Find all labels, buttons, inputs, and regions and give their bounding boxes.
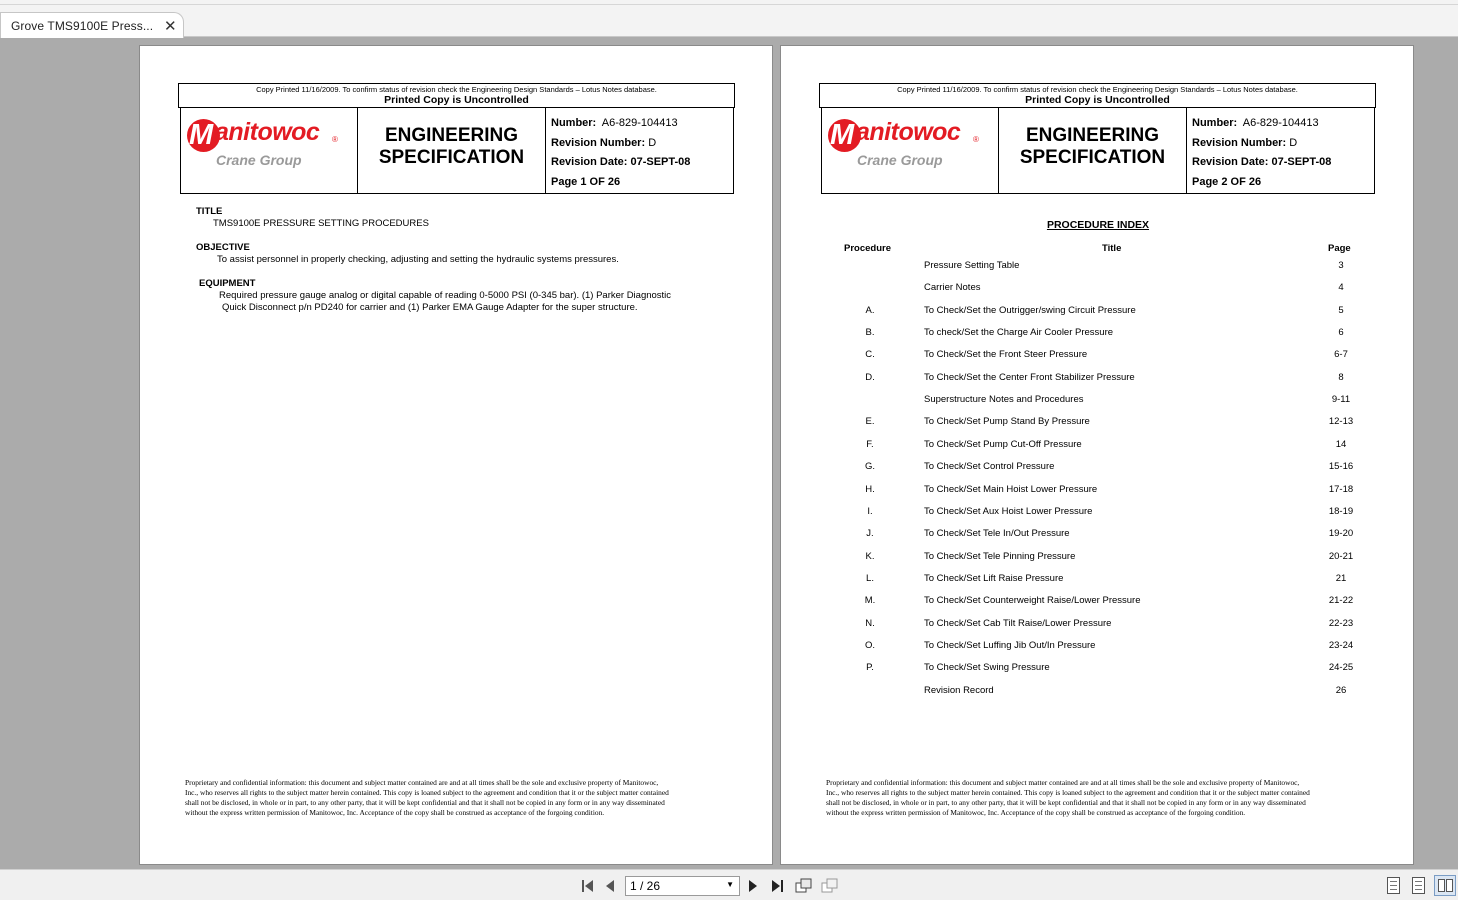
- index-row-title: Superstructure Notes and Procedures: [924, 394, 1084, 406]
- next-page-icon[interactable]: [742, 875, 764, 897]
- fit-icon[interactable]: [819, 875, 841, 897]
- index-row: [781, 662, 1415, 676]
- date-label: Revision Date:: [551, 156, 628, 168]
- index-row: [781, 282, 1415, 296]
- index-row-page: 4: [1338, 282, 1344, 294]
- index-row-title: To Check/Set Counterweight Raise/Lower Pressure: [924, 595, 1141, 607]
- col-procedure-header: Procedure: [844, 243, 891, 254]
- copy-notice: Copy Printed 11/16/2009. To confirm status of revision check the Engineering Design Standards – Lotus Notes database.: [256, 85, 657, 94]
- index-row-page: 8: [1338, 371, 1344, 383]
- index-row-title: To Check/Set Pump Stand By Pressure: [924, 416, 1090, 428]
- index-row-procedure: O.: [864, 639, 876, 651]
- revision-value: D: [648, 136, 657, 149]
- index-row-procedure: I.: [867, 505, 873, 517]
- two-page-view-icon[interactable]: [1434, 875, 1456, 896]
- index-row: [781, 349, 1415, 363]
- logo-subtitle: Crane Group: [857, 152, 943, 168]
- index-row-page: 14: [1335, 438, 1347, 450]
- spec-line-2: SPECIFICATION: [1019, 147, 1166, 168]
- index-row-procedure: J.: [866, 528, 874, 540]
- legal-line: Proprietary and confidential information: this document and subject matter contained are and at all times shall be the sole and exclusive property of Manitowoc,: [826, 778, 1300, 787]
- legal-line: Proprietary and confidential information: this document and subject matter contained are and at all times shall be the sole and exclusive property of Manitowoc,: [185, 778, 659, 787]
- number-value: A6-829-104413: [1242, 117, 1319, 129]
- index-row-procedure: D.: [865, 371, 875, 383]
- page-label: Page 2 OF 26: [1192, 175, 1262, 188]
- index-row-title: To Check/Set Aux Hoist Lower Pressure: [924, 505, 1093, 517]
- index-row-procedure: F.: [866, 438, 874, 450]
- index-row-page: 20-21: [1328, 550, 1354, 562]
- index-row-title: To Check/Set Tele In/Out Pressure: [924, 528, 1070, 540]
- equipment-line-1: Required pressure gauge analog or digital capable of reading 0-5000 PSI (0-345 bar). (1) Parker Diagnostic: [219, 290, 672, 301]
- date-label: Revision Date:: [1192, 156, 1269, 168]
- index-row-title: To Check/Set Pump Cut-Off Pressure: [924, 438, 1082, 450]
- index-row-page: 19-20: [1328, 528, 1354, 540]
- index-row: [781, 461, 1415, 475]
- index-row-page: 26: [1335, 684, 1347, 696]
- legal-line: shall not be disclosed, in whole or in part, to any other party, that it will be kept confidential and that it shall not be copied in any form or in any way disseminated: [826, 798, 1306, 807]
- legal-notice: [185, 778, 740, 818]
- index-row-page: 3: [1338, 260, 1344, 271]
- continuous-view-icon[interactable]: [1412, 877, 1425, 894]
- spec-heading: [999, 108, 1187, 193]
- logo-registered: ®: [973, 135, 979, 144]
- header-box: [180, 108, 734, 194]
- index-row-title: To Check/Set Lift Raise Pressure: [924, 572, 1064, 584]
- index-row-title: To Check/Set Main Hoist Lower Pressure: [924, 483, 1098, 495]
- index-row-procedure: A.: [865, 304, 875, 316]
- index-row-page: 9-11: [1331, 394, 1351, 406]
- spec-line-1: ENGINEERING: [1025, 125, 1160, 146]
- spec-line-1: ENGINEERING: [384, 125, 519, 146]
- doc-info: [551, 114, 690, 192]
- index-row: [781, 506, 1415, 520]
- page-label: Page 1 OF 26: [551, 175, 621, 188]
- number-value: A6-829-104413: [601, 117, 678, 129]
- logo-subtitle: Crane Group: [216, 152, 302, 168]
- index-row-procedure: H.: [865, 483, 875, 495]
- index-row-title: Pressure Setting Table: [924, 260, 1020, 271]
- index-row: [781, 528, 1415, 542]
- date-value: 07-SEPT-08: [1271, 156, 1332, 168]
- index-row-procedure: E.: [865, 416, 875, 428]
- last-page-icon[interactable]: [766, 875, 788, 897]
- page-selector-value: 1 / 26: [630, 879, 661, 893]
- chevron-down-icon: ▼: [726, 880, 734, 889]
- spec-line-2: SPECIFICATION: [378, 147, 525, 168]
- index-row-page: 6: [1338, 327, 1344, 339]
- legal-line: without the express written permission of Manitowoc, Inc. Acceptance of the copy shall be construed as acceptance of the forgoing condition.: [826, 808, 1246, 817]
- index-row-page: 17-18: [1328, 483, 1354, 495]
- document-tab[interactable]: [0, 12, 184, 38]
- index-row: [781, 394, 1415, 408]
- navigation-toolbar: [0, 869, 1458, 900]
- index-row-page: 15-16: [1328, 461, 1354, 473]
- first-page-icon[interactable]: [576, 875, 598, 897]
- close-icon[interactable]: ✕: [164, 18, 177, 35]
- index-row-procedure: B.: [865, 327, 875, 339]
- index-row-page: 6-7: [1334, 349, 1348, 361]
- index-row-title: To Check/Set Control Pressure: [924, 461, 1055, 473]
- index-row: [781, 439, 1415, 453]
- number-label: Number:: [1192, 117, 1238, 129]
- index-row-title: To Check/Set the Center Front Stabilizer Pressure: [924, 371, 1135, 383]
- index-row-page: 21: [1335, 572, 1347, 584]
- legal-line: Inc., who reserves all rights to the subject matter herein contained. This copy is loaned subject to the agreement and condition that it or the subject matter contained: [185, 788, 669, 797]
- equipment-line-2: Quick Disconnect p/n PD240 for carrier and (1) Parker EMA Gauge Adapter for the super structure.: [222, 302, 638, 313]
- tab-bar: [0, 0, 1458, 37]
- title-text: TMS9100E PRESSURE SETTING PROCEDURES: [213, 218, 429, 229]
- spec-heading: [358, 108, 546, 193]
- legal-line: shall not be disclosed, in whole or in part, to any other party, that it will be kept confidential and that it shall not be copied in any form or in any way disseminated: [185, 798, 665, 807]
- index-row: [781, 640, 1415, 654]
- index-row-title: Revision Record: [924, 684, 994, 696]
- index-row-procedure: M.: [864, 595, 876, 607]
- index-row: [781, 595, 1415, 609]
- uncontrolled-notice: Printed Copy is Uncontrolled: [384, 94, 529, 106]
- index-row-procedure: K.: [865, 550, 875, 562]
- index-row-page: 12-13: [1328, 416, 1354, 428]
- title-label: TITLE: [196, 206, 223, 217]
- index-row-procedure: N.: [865, 617, 875, 629]
- index-row: [781, 618, 1415, 632]
- index-row-title: To Check/Set Luffing Jib Out/In Pressure: [924, 639, 1096, 651]
- index-row-page: 24-25: [1328, 662, 1354, 674]
- logo-wordmark: anitowoc: [856, 118, 961, 146]
- index-row-title: To Check/Set Swing Pressure: [924, 662, 1050, 674]
- index-row: [781, 685, 1415, 699]
- col-title-header: Title: [1102, 243, 1122, 254]
- index-row-page: 18-19: [1328, 505, 1354, 517]
- index-row-page: 23-24: [1328, 639, 1354, 651]
- revision-label: Revision Number:: [551, 136, 646, 149]
- index-row-title: To Check/Set the Outrigger/swing Circuit Pressure: [924, 304, 1136, 316]
- index-row-page: 5: [1338, 304, 1344, 316]
- header-notice-box: [178, 83, 735, 108]
- page-2: [780, 45, 1414, 865]
- copy-notice: Copy Printed 11/16/2009. To confirm status of revision check the Engineering Design Standards – Lotus Notes database.: [897, 85, 1298, 94]
- index-row: [781, 327, 1415, 341]
- index-row: [781, 416, 1415, 430]
- page-selector[interactable]: [625, 876, 740, 896]
- header-notice-box: [819, 83, 1376, 108]
- index-row-title: To Check/Set the Front Steer Pressure: [924, 349, 1088, 361]
- index-row-procedure: G.: [864, 461, 876, 473]
- logo-registered: ®: [332, 135, 338, 144]
- tabbar-divider: [0, 4, 1458, 5]
- document-viewer[interactable]: [0, 38, 1458, 869]
- index-row-title: To Check/Set Tele Pinning Pressure: [924, 550, 1076, 562]
- index-row-procedure: L.: [866, 572, 874, 584]
- index-row: [781, 573, 1415, 587]
- col-page-header: Page: [1328, 243, 1351, 254]
- index-row-page: 22-23: [1328, 617, 1354, 629]
- page-1: [139, 45, 773, 865]
- index-row-procedure: P.: [866, 662, 874, 674]
- uncontrolled-notice: Printed Copy is Uncontrolled: [1025, 94, 1170, 106]
- index-row: [781, 551, 1415, 565]
- logo-m-icon: M: [187, 119, 220, 152]
- doc-info: [1192, 114, 1331, 192]
- procedure-index-title: PROCEDURE INDEX: [1046, 219, 1150, 231]
- rotate-icon[interactable]: [793, 875, 815, 897]
- index-row: [781, 372, 1415, 386]
- date-value: 07-SEPT-08: [630, 156, 691, 168]
- single-page-view-icon[interactable]: [1387, 877, 1400, 894]
- index-row-page: 21-22: [1328, 595, 1354, 607]
- header-box: [821, 108, 1375, 194]
- index-row: [781, 260, 1415, 274]
- previous-page-icon[interactable]: [599, 875, 621, 897]
- index-row: [781, 305, 1415, 319]
- number-label: Number:: [551, 117, 597, 129]
- objective-text: To assist personnel in properly checking, adjusting and setting the hydraulic systems pressures.: [217, 254, 619, 265]
- tab-title: Grove TMS9100E Press...: [11, 19, 154, 33]
- revision-label: Revision Number:: [1192, 136, 1287, 149]
- legal-line: without the express written permission of Manitowoc, Inc. Acceptance of the copy shall be construed as acceptance of the forgoing condition.: [185, 808, 605, 817]
- index-row-title: To Check/Set Cab Tilt Raise/Lower Pressure: [924, 617, 1112, 629]
- index-row: [781, 484, 1415, 498]
- equipment-label: EQUIPMENT: [199, 278, 256, 289]
- legal-notice: [826, 778, 1381, 818]
- index-row-title: Carrier Notes: [924, 282, 981, 294]
- index-row-title: To check/Set the Charge Air Cooler Pressure: [924, 327, 1114, 339]
- logo-wordmark: anitowoc: [215, 118, 320, 146]
- legal-line: Inc., who reserves all rights to the subject matter herein contained. This copy is loaned subject to the agreement and condition that it or the subject matter contained: [826, 788, 1310, 797]
- manitowoc-logo: [181, 108, 358, 193]
- manitowoc-logo: [822, 108, 999, 193]
- logo-m-icon: M: [828, 119, 861, 152]
- index-row-procedure: C.: [865, 349, 875, 361]
- objective-label: OBJECTIVE: [196, 242, 250, 253]
- revision-value: D: [1289, 136, 1298, 149]
